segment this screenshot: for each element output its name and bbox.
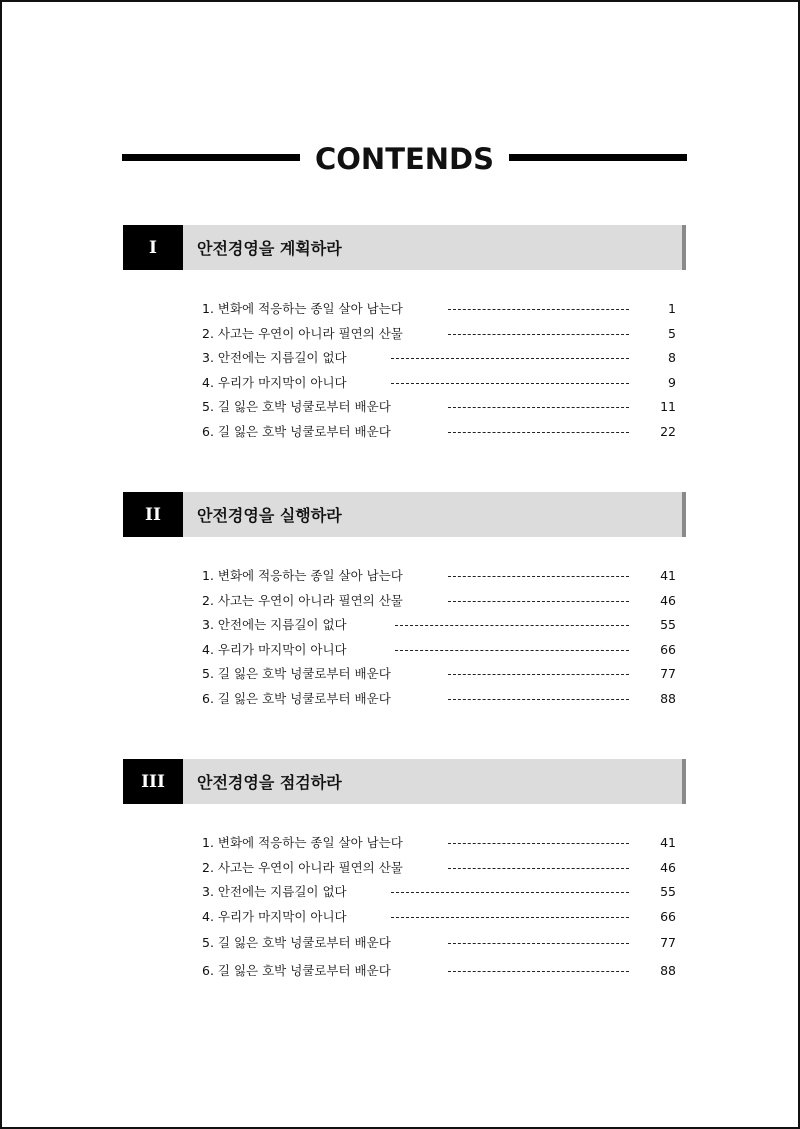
dot-leader bbox=[391, 383, 629, 384]
section-entries bbox=[123, 831, 686, 985]
entry-page: 77 bbox=[660, 935, 676, 951]
dot-leader bbox=[391, 892, 629, 893]
entry-title: 2. 사고는 우연이 아니라 필연의 산물 bbox=[202, 325, 403, 341]
entry-page: 5 bbox=[668, 325, 676, 341]
section-header bbox=[123, 492, 686, 537]
section-numeral: II bbox=[123, 492, 183, 537]
dot-leader bbox=[448, 576, 629, 577]
entry-page: 66 bbox=[660, 908, 676, 924]
entry-title: 3. 안전에는 지름길이 없다 bbox=[202, 350, 347, 366]
entry-page: 55 bbox=[660, 884, 676, 900]
dot-leader bbox=[448, 674, 629, 675]
toc-entry[interactable] bbox=[123, 589, 686, 614]
entry-title: 2. 사고는 우연이 아니라 필연의 산물 bbox=[202, 592, 403, 608]
entry-title: 4. 우리가 마지막이 아니다 bbox=[202, 908, 347, 924]
toc-entry[interactable] bbox=[123, 395, 686, 420]
toc-title-block bbox=[122, 132, 687, 187]
entry-page: 88 bbox=[660, 690, 676, 706]
entry-title: 6. 길 잃은 호박 넝쿨로부터 배운다 bbox=[202, 963, 391, 979]
entry-page: 41 bbox=[660, 835, 676, 850]
toc-section-1 bbox=[123, 225, 686, 445]
toc-title: CONTENDS bbox=[314, 142, 495, 176]
toc-entry[interactable] bbox=[123, 856, 686, 881]
section-entries bbox=[123, 564, 686, 712]
dot-leader bbox=[395, 650, 629, 651]
toc-entry[interactable] bbox=[123, 613, 686, 638]
dot-leader bbox=[448, 868, 629, 869]
entry-page: 41 bbox=[660, 568, 676, 583]
entry-page: 1 bbox=[668, 301, 676, 316]
dot-leader bbox=[448, 943, 629, 944]
entry-page: 88 bbox=[660, 963, 676, 979]
dot-leader bbox=[395, 625, 629, 626]
dot-leader bbox=[448, 334, 629, 335]
entry-page: 22 bbox=[660, 423, 676, 439]
entry-page: 9 bbox=[668, 374, 676, 390]
section-title: 안전경영을 계획하라 bbox=[183, 225, 686, 270]
dot-leader bbox=[448, 309, 629, 310]
toc-entry[interactable] bbox=[123, 880, 686, 905]
dot-leader bbox=[391, 358, 629, 359]
entry-title: 1. 변화에 적응하는 종일 살아 남는다 bbox=[202, 568, 403, 583]
section-numeral: I bbox=[123, 225, 183, 270]
entry-title: 2. 사고는 우연이 아니라 필연의 산물 bbox=[202, 859, 403, 875]
entry-page: 11 bbox=[660, 399, 676, 415]
dot-leader bbox=[448, 407, 629, 408]
toc-entry[interactable] bbox=[123, 905, 686, 930]
dot-leader bbox=[448, 699, 629, 700]
dot-leader bbox=[448, 843, 629, 844]
entry-page: 8 bbox=[668, 350, 676, 366]
toc-entry[interactable] bbox=[123, 346, 686, 371]
dot-leader bbox=[448, 971, 629, 972]
toc-entry[interactable] bbox=[123, 322, 686, 347]
toc-entry[interactable] bbox=[123, 957, 686, 985]
entry-page: 66 bbox=[660, 641, 676, 657]
section-title: 안전경영을 실행하라 bbox=[183, 492, 686, 537]
dot-leader bbox=[448, 601, 629, 602]
section-numeral: III bbox=[123, 759, 183, 804]
entry-title: 5. 길 잃은 호박 넝쿨로부터 배운다 bbox=[202, 935, 391, 951]
entry-page: 77 bbox=[660, 666, 676, 682]
toc-entry[interactable] bbox=[123, 831, 686, 856]
entry-title: 6. 길 잃은 호박 넝쿨로부터 배운다 bbox=[202, 690, 391, 706]
toc-entry[interactable] bbox=[123, 297, 686, 322]
toc-entry[interactable] bbox=[123, 564, 686, 589]
entry-title: 5. 길 잃은 호박 넝쿨로부터 배운다 bbox=[202, 399, 391, 415]
dot-leader bbox=[391, 917, 629, 918]
toc-entry[interactable] bbox=[123, 371, 686, 396]
entry-title: 3. 안전에는 지름길이 없다 bbox=[202, 884, 347, 900]
toc-entry[interactable] bbox=[123, 420, 686, 445]
entry-page: 55 bbox=[660, 617, 676, 633]
entry-title: 6. 길 잃은 호박 넝쿨로부터 배운다 bbox=[202, 423, 391, 439]
toc-entry[interactable] bbox=[123, 662, 686, 687]
toc-entry[interactable] bbox=[123, 638, 686, 663]
section-title: 안전경영을 점검하라 bbox=[183, 759, 686, 804]
toc-entry[interactable] bbox=[123, 929, 686, 957]
section-header bbox=[123, 759, 686, 804]
dot-leader bbox=[448, 432, 629, 433]
toc-entry[interactable] bbox=[123, 687, 686, 712]
toc-section-2 bbox=[123, 492, 686, 712]
entry-page: 46 bbox=[660, 859, 676, 875]
entry-title: 3. 안전에는 지름길이 없다 bbox=[202, 617, 347, 633]
section-header bbox=[123, 225, 686, 270]
section-entries bbox=[123, 297, 686, 445]
title-rule-right bbox=[509, 154, 687, 161]
entry-page: 46 bbox=[660, 592, 676, 608]
toc-section-3 bbox=[123, 759, 686, 985]
entry-title: 5. 길 잃은 호박 넝쿨로부터 배운다 bbox=[202, 666, 391, 682]
entry-title: 4. 우리가 마지막이 아니다 bbox=[202, 374, 347, 390]
entry-title: 4. 우리가 마지막이 아니다 bbox=[202, 641, 347, 657]
entry-title: 1. 변화에 적응하는 종일 살아 남는다 bbox=[202, 301, 403, 316]
entry-title: 1. 변화에 적응하는 종일 살아 남는다 bbox=[202, 835, 403, 850]
